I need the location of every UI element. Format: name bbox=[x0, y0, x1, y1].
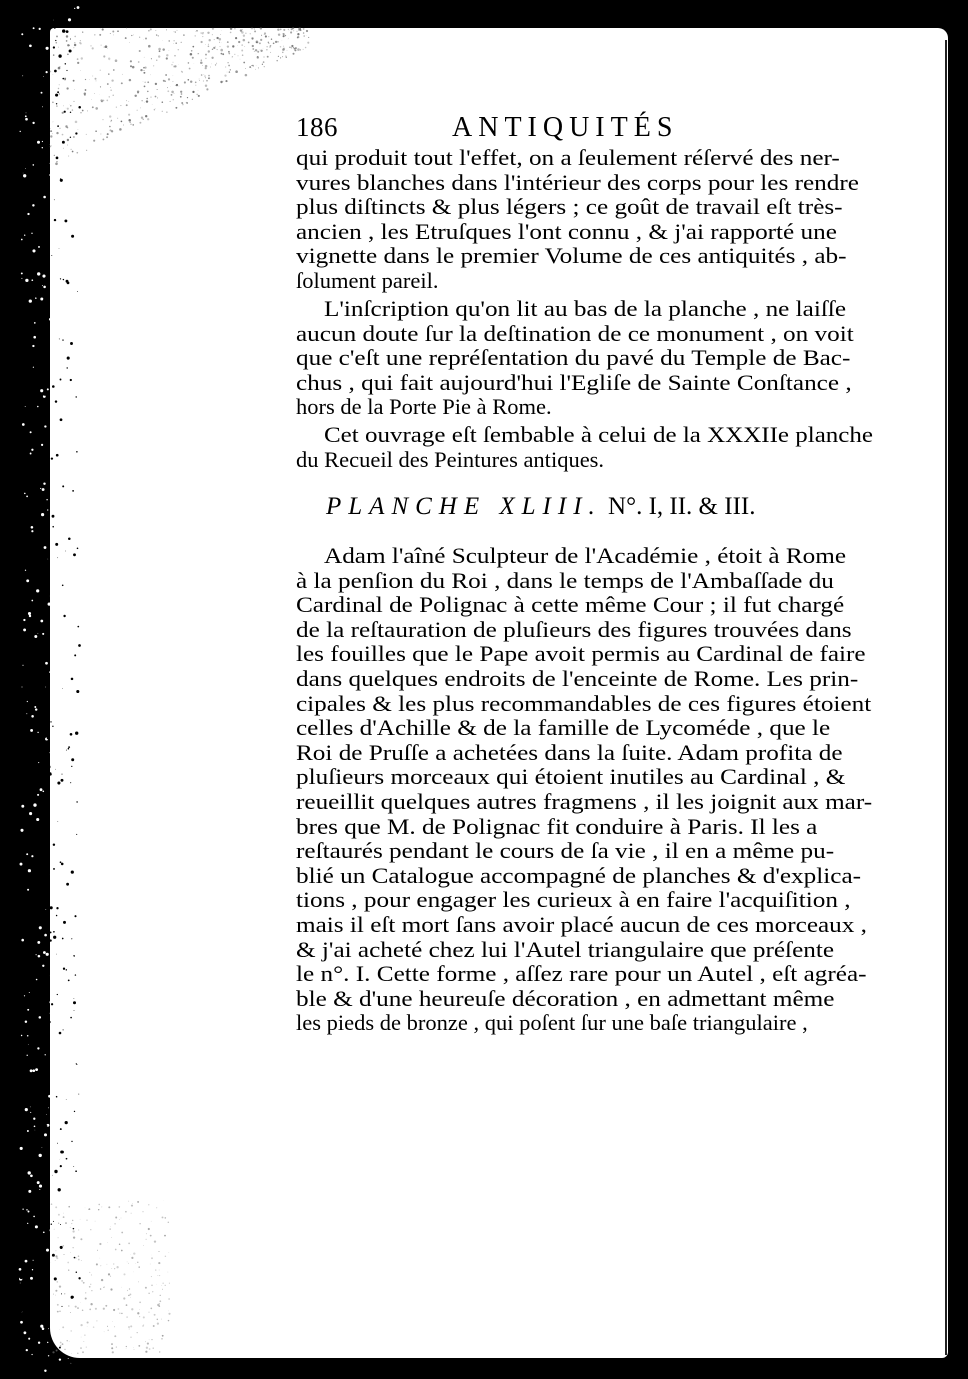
text-line: vures blanches dans l'intérieur des corps pour les rendre bbox=[296, 169, 859, 195]
text-line: bres que M. de Polignac fit conduire à Paris. Il les a bbox=[296, 813, 818, 839]
text-line: cipales & les plus recommandables de ces figures étoient bbox=[296, 690, 872, 716]
text-line: reſtaurés pendant le cours de ſa vie , il en a même pu- bbox=[296, 838, 835, 864]
section-heading bbox=[326, 493, 755, 521]
text-line: ſolument pareil. bbox=[296, 268, 439, 293]
text-line: Cet ouvrage eſt ſembable à celui de la XXXIIe planche bbox=[324, 422, 873, 447]
text-line: à la penſion du Roi , dans le temps de l'Ambaſſade du bbox=[296, 567, 834, 593]
text-line: mais il eſt mort ſans avoir placé aucun de ces morceaux , bbox=[296, 912, 867, 937]
text-line: tions , pour engager les curieux à en faire l'acquiſition , bbox=[296, 887, 851, 913]
text-line: ancien , les Etruſques l'ont connu , & j'ai rapporté une bbox=[296, 218, 837, 244]
text-line: & j'ai acheté chez lui l'Autel triangulaire que préſente bbox=[296, 936, 835, 962]
text-line: Adam l'aîné Sculpteur de l'Académie , étoit à Rome bbox=[324, 543, 847, 568]
text-line: dans quelques endroits de l'enceinte de Rome. Les prin- bbox=[296, 666, 859, 691]
text-line: blié un Catalogue accompagné de planches & d'explica- bbox=[296, 862, 862, 888]
text-line: qui produit tout l'effet, on a ſeulement réſervé des ner- bbox=[296, 145, 840, 170]
text-line: celles d'Achille & de la famille de Lycoméde , que le bbox=[296, 715, 831, 741]
running-head bbox=[296, 112, 876, 148]
text-line: Cardinal de Polignac à cette même Cour ; il fut chargé bbox=[296, 592, 845, 618]
text-line: les pieds de bronze , qui poſent ſur une baſe triangulaire , bbox=[296, 1010, 808, 1036]
text-line: Roi de Pruſſe a achetées dans la ſuite. Adam profita de bbox=[296, 739, 843, 765]
text-line: chus , qui fait aujourd'hui l'Egliſe de Sainte Conſtance , bbox=[296, 369, 852, 395]
text-line: aucun doute ſur la deſtination de ce monument , on voit bbox=[296, 320, 854, 346]
text-line: de la reſtauration de pluſieurs des figures trouvées dans bbox=[296, 616, 852, 642]
text-line: le n°. I. Cette forme , aſſez rare pour un Autel , eſt agréa- bbox=[296, 961, 867, 987]
text-line: ble & d'une heureuſe décoration , en admettant même bbox=[296, 985, 835, 1011]
text-line: plus diſtincts & plus légers ; ce goût de travail eſt très- bbox=[296, 194, 843, 220]
text-line: pluſieurs morceaux qui étoient inutiles au Cardinal , & bbox=[296, 764, 846, 790]
text-line: hors de la Porte Pie à Rome. bbox=[296, 394, 552, 420]
plate-numbers: N°. I, II. & III. bbox=[601, 493, 756, 520]
page-number: 186 bbox=[296, 112, 338, 142]
text-line: vignette dans le premier Volume de ces antiquités , ab- bbox=[296, 243, 847, 269]
text-line: que c'eſt une repréſentation du pavé du Temple de Bac- bbox=[296, 345, 851, 371]
running-title: ANTIQUITÉS bbox=[452, 112, 679, 143]
text-line: du Recueil des Peintures antiques. bbox=[296, 446, 605, 472]
text-line: reueillit quelques autres fragmens , il les joignit aux mar- bbox=[296, 789, 873, 814]
text-line: L'inſcription qu'on lit au bas de la planche , ne laiſſe bbox=[324, 296, 847, 321]
text-line: les fouilles que le Pape avoit permis au Cardinal de faire bbox=[296, 641, 866, 667]
plate-title: PLANCHE XLIII. bbox=[326, 493, 602, 520]
